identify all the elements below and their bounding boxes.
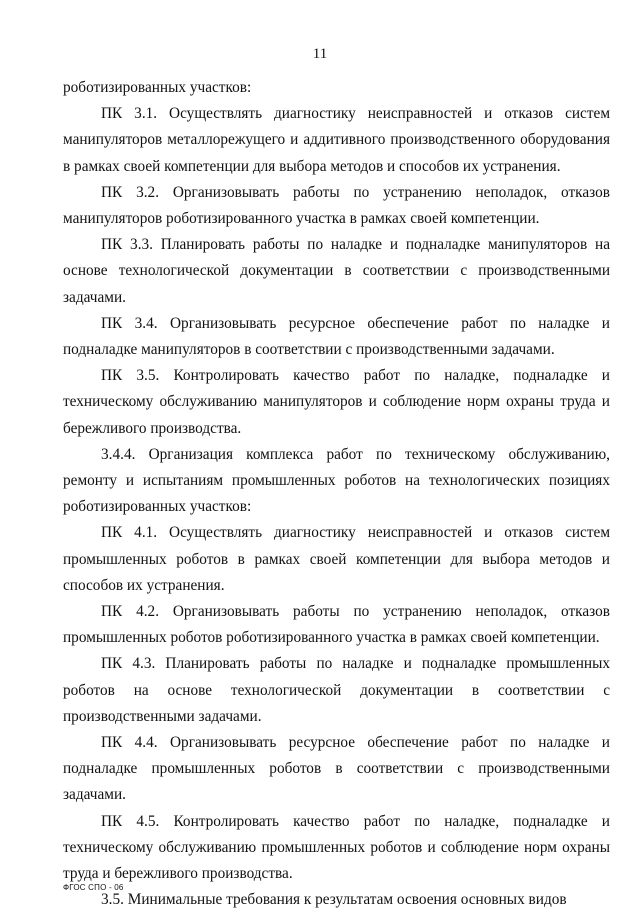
- paragraph-pk-4-3: ПК 4.3. Планировать работы по наладке и подналадке промышленных роботов на основе технологической документации в соответствии с производственными задачами.: [63, 655, 610, 725]
- paragraph-pk-4-5: ПК 4.5. Контролировать качество работ по наладке, подналадке и техническому обслуживанию промышленных роботов и соблюдение норм охраны труда и бережливого производства.: [63, 812, 610, 883]
- paragraph-pk-3-2: ПК 3.2. Организовывать работы по устранению неполадок, отказов манипуляторов роботизированного участка в рамках своей компетенции.: [63, 183, 610, 228]
- paragraph-pk-4-1: ПК 4.1. Осуществлять диагностику неисправностей и отказов систем промышленных роботов в рамках своей компетенции для выбора методов и способов их устранения.: [63, 524, 610, 594]
- paragraph-continuation: роботизированных участков:: [63, 79, 252, 96]
- paragraph-section-3-4-4: 3.4.4. Организация комплекса работ по техническому обслуживанию, ремонту и испытаниям промышленных роботов на технологических позициях роботизированных участков:: [63, 445, 610, 516]
- page-number: 11: [312, 46, 328, 62]
- paragraph-pk-3-4: ПК 3.4. Организовывать ресурсное обеспечение работ по наладке и подналадке манипуляторов в соответствии с производственными задачами.: [63, 314, 610, 359]
- paragraph-section-3-5: 3.5. Минимальные требования к результатам освоения основных видов: [101, 891, 567, 909]
- document-body: [63, 75, 610, 914]
- paragraph-pk-3-1: ПК 3.1. Осуществлять диагностику неисправностей и отказов систем манипуляторов металлорежущего и аддитивного производственного оборудования в рамках своей компетенции для выбора методов и способов их устранения.: [63, 105, 610, 175]
- paragraph-pk-3-5: ПК 3.5. Контролировать качество работ по наладке, подналадке и техническому обслуживанию манипуляторов и соблюдение норм охраны труда и бережливого производства.: [63, 367, 610, 437]
- paragraph-pk-4-4: ПК 4.4. Организовывать ресурсное обеспечение работ по наладке и подналадке промышленных роботов в соответствии с производственными задачами.: [63, 734, 610, 804]
- paragraph-pk-4-2: ПК 4.2. Организовывать работы по устранению неполадок, отказов промышленных роботов роботизированного участка в рамках своей компетенции.: [63, 603, 610, 647]
- footer-label: ФГОС СПО - 06: [63, 883, 124, 892]
- paragraph-pk-3-3: ПК 3.3. Планировать работы по наладке и подналадке манипуляторов на основе технологической документации в соответствии с производственными задачами.: [63, 236, 610, 306]
